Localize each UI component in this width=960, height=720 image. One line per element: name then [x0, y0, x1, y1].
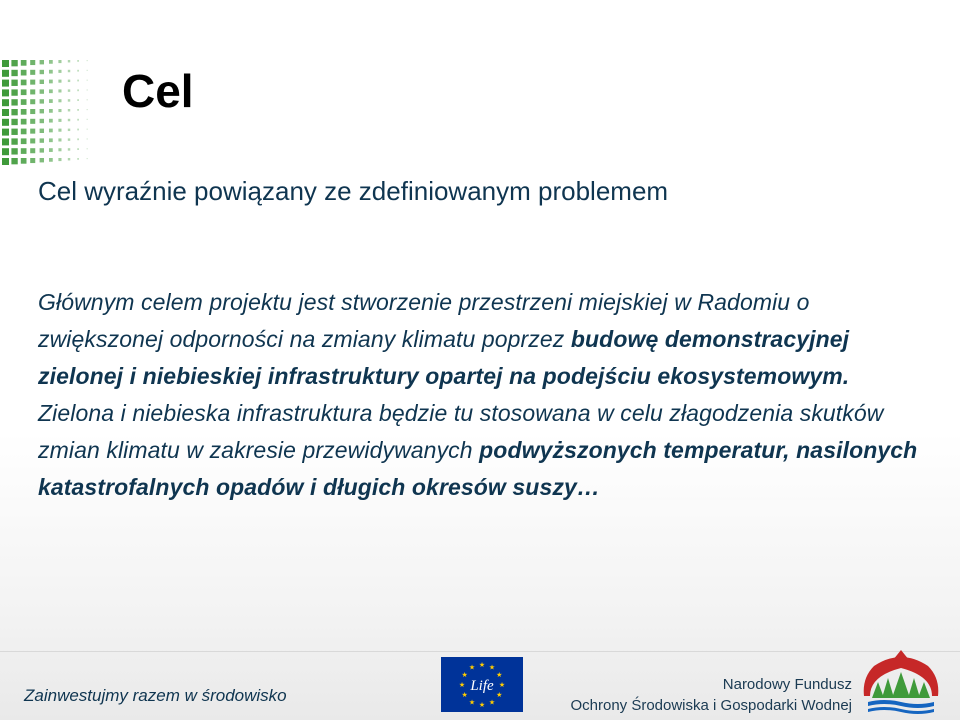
decorative-dot: [68, 80, 70, 82]
decorative-dot: [49, 99, 53, 103]
decorative-dot: [77, 80, 79, 82]
decorative-dot: [2, 80, 9, 87]
decorative-dot: [58, 89, 61, 92]
decorative-dot: [21, 89, 27, 95]
decorative-dot: [77, 70, 79, 72]
decorative-dot: [40, 138, 44, 142]
decorative-dot: [68, 109, 70, 111]
decorative-dot: [87, 89, 88, 90]
decorative-dot: [87, 138, 88, 139]
eu-star-icon: ★: [478, 662, 486, 669]
decorative-dot: [21, 70, 27, 76]
eu-star-icon: ★: [488, 664, 496, 672]
decorative-dot: [87, 129, 88, 130]
body-text-part2: Zielona i niebieska infrastruktura będzie tu stosowana w celu złagodzenia skutków zmian klimatu w zakresie przewidywanych: [38, 400, 884, 463]
decorative-dot: [87, 70, 88, 71]
footer-divider: [0, 651, 960, 652]
decorative-dot: [68, 119, 70, 121]
decorative-dot: [2, 89, 9, 96]
decorative-dot: [21, 158, 27, 164]
decorative-dot: [58, 158, 61, 161]
decorative-dot: [87, 99, 88, 100]
eu-life-logo-text: Life: [470, 678, 494, 694]
nfosigw-logo-icon: [854, 646, 948, 716]
decorative-dot: [77, 129, 79, 131]
decorative-dot: [87, 158, 88, 159]
decorative-dot: [40, 99, 44, 103]
decorative-dot: [2, 138, 9, 145]
decorative-dot: [58, 80, 61, 83]
decorative-dot: [87, 148, 88, 149]
decorative-dot: [77, 148, 79, 150]
decorative-dot: [11, 80, 17, 86]
decorative-dot: [30, 109, 35, 114]
decorative-dot: [11, 158, 17, 164]
decorative-dot: [21, 99, 27, 105]
eu-star-icon: ★: [496, 672, 503, 679]
decorative-dot: [2, 109, 9, 116]
decorative-dot: [49, 70, 53, 74]
eu-star-icon: ★: [478, 702, 486, 709]
decorative-dot: [77, 60, 79, 62]
decorative-dot: [11, 119, 17, 125]
decorative-dot: [77, 89, 79, 91]
decorative-dot: [68, 158, 70, 160]
decorative-dot: [21, 60, 27, 66]
decorative-dot: [11, 148, 17, 154]
decorative-dot: [11, 99, 17, 105]
decorative-dot: [68, 138, 70, 140]
decorative-dot: [58, 119, 61, 122]
decorative-dot: [30, 99, 35, 104]
decorative-dot: [11, 70, 17, 76]
decorative-dot: [58, 99, 61, 102]
decorative-dot: [68, 89, 70, 91]
decorative-dot: [87, 109, 88, 110]
body-text-bold1: budowę demonstracyjnej zielonej i niebieskiej infrastruktury opartej na podejściu ekosystemowym.: [38, 326, 850, 389]
decorative-dot: [49, 129, 53, 133]
decorative-dot: [21, 119, 27, 125]
decorative-dot: [30, 138, 35, 143]
decorative-dot: [30, 129, 35, 134]
eu-star-icon: ★: [498, 682, 506, 689]
decorative-dot: [68, 70, 70, 72]
decorative-dot: [77, 158, 79, 160]
decorative-dot: [68, 148, 70, 150]
decorative-dot: [21, 109, 27, 115]
decorative-dot: [11, 138, 17, 144]
decorative-dot: [40, 89, 44, 93]
decorative-dot: [21, 148, 27, 154]
decorative-dot: [2, 158, 9, 165]
decorative-dot: [58, 70, 61, 73]
decorative-dot: [30, 148, 35, 153]
decorative-dot: [49, 109, 53, 113]
eu-star-icon: ★: [488, 699, 496, 707]
decorative-dot: [77, 119, 79, 121]
decorative-dot: [40, 80, 44, 84]
decorative-dot: [49, 89, 53, 93]
decorative-dot: [21, 80, 27, 86]
decorative-dot: [21, 129, 27, 135]
decorative-dot: [30, 80, 35, 85]
decorative-dot: [40, 70, 44, 74]
decorative-dot: [2, 129, 9, 136]
slide-body: [38, 284, 928, 506]
decorative-dot: [2, 119, 9, 126]
eu-star-icon: ★: [496, 692, 503, 699]
decorative-dot-grid: [0, 58, 96, 168]
slide-title: Cel: [122, 65, 194, 117]
decorative-dot: [11, 60, 17, 66]
decorative-dot: [40, 109, 44, 113]
body-text-bold2: podwyższonych temperatur, nasilonych katastrofalnych opadów i długich okresów suszy…: [38, 437, 918, 500]
decorative-dot: [40, 119, 44, 123]
decorative-dot: [58, 60, 61, 63]
decorative-dot: [40, 148, 44, 152]
decorative-dot: [49, 60, 53, 64]
decorative-dot: [77, 138, 79, 140]
eu-star-icon: ★: [458, 682, 466, 689]
decorative-dot: [49, 80, 53, 84]
decorative-dot: [40, 158, 44, 162]
decorative-dot: [58, 148, 61, 151]
decorative-dot: [2, 99, 9, 106]
decorative-dot: [87, 80, 88, 81]
decorative-dot: [68, 99, 70, 101]
decorative-dot: [2, 60, 9, 67]
decorative-dot: [68, 129, 70, 131]
decorative-dot: [2, 70, 9, 77]
decorative-dot: [87, 119, 88, 120]
eu-star-icon: ★: [468, 664, 476, 672]
eu-life-logo: [441, 657, 523, 712]
decorative-dot: [77, 109, 79, 111]
decorative-dot: [30, 158, 35, 163]
decorative-dot: [49, 158, 53, 162]
decorative-dot: [58, 138, 61, 141]
eu-star-icon: ★: [468, 699, 476, 707]
decorative-dot: [21, 138, 27, 144]
fund-name: [570, 674, 852, 716]
decorative-dot: [77, 99, 79, 101]
decorative-dot: [30, 70, 35, 75]
decorative-dot: [49, 119, 53, 123]
eu-star-icon: ★: [461, 692, 468, 699]
footer-slogan: Zainwestujmy razem w środowisko: [24, 686, 287, 705]
decorative-dot: [58, 129, 61, 132]
body-text-part1: Głównym celem projektu jest stworzenie przestrzeni miejskiej w Radomiu o zwiększonej odporności na zmiany klimatu poprzez: [38, 289, 810, 352]
decorative-dot: [49, 148, 53, 152]
decorative-dot: [30, 89, 35, 94]
decorative-dot: [11, 129, 17, 135]
decorative-dot: [68, 60, 70, 62]
decorative-dot: [87, 60, 88, 61]
fund-name-line2: Ochrony Środowiska i Gospodarki Wodnej: [570, 697, 852, 714]
decorative-dot: [30, 119, 35, 124]
decorative-dot: [49, 138, 53, 142]
decorative-dot: [11, 89, 17, 95]
fund-name-line1: Narodowy Fundusz: [722, 676, 852, 693]
slide-subtitle: Cel wyraźnie powiązany ze zdefiniowanym problemem: [38, 176, 669, 206]
decorative-dot: [11, 109, 17, 115]
eu-star-icon: ★: [461, 672, 468, 679]
decorative-dot: [40, 60, 44, 64]
decorative-dot: [58, 109, 61, 112]
decorative-dot: [40, 129, 44, 133]
decorative-dot: [2, 148, 9, 155]
decorative-dot: [30, 60, 35, 65]
